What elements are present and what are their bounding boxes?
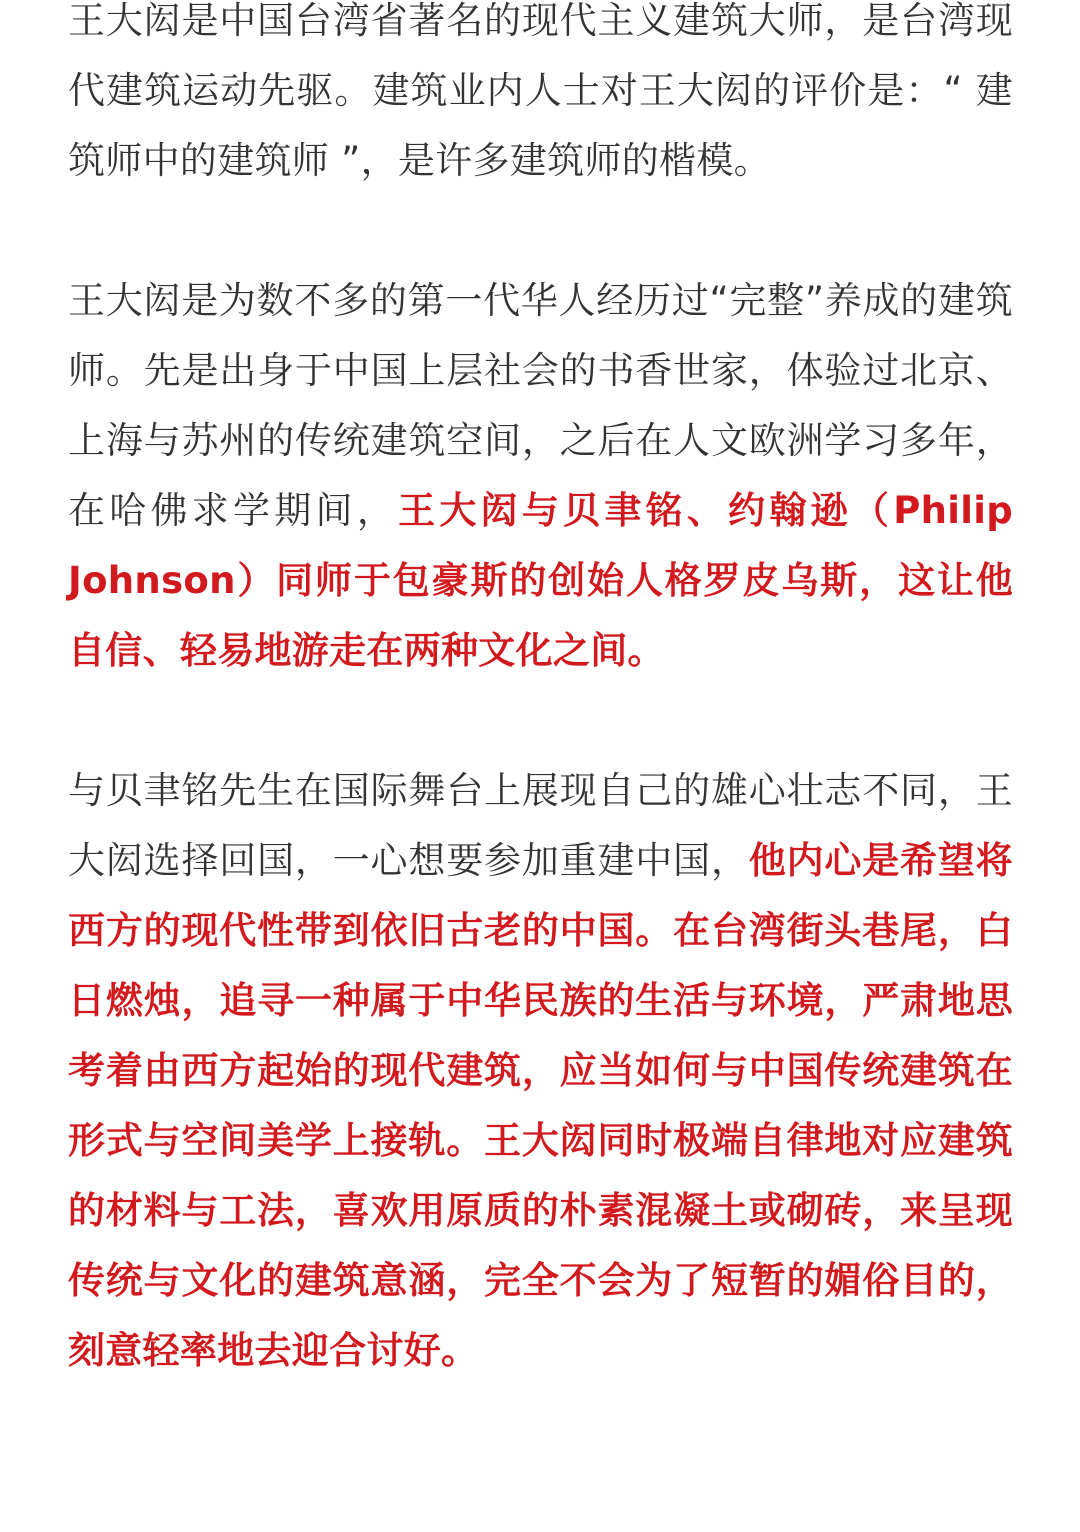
article-body	[68, 0, 1013, 1386]
paragraph-3-highlight: 他内心是希望将西方的现代性带到依旧古老的中国。在台湾街头巷尾，白日燃烛，追寻一种属于中华民族的生活与环境，严肃地思考着由西方起始的现代建筑，应当如何与中国传统建筑在形式与空间美学上接轨。王大闳同时极端自律地对应建筑的材料与工法，喜欢用原质的朴素混凝土或砌砖，来呈现传统与文化的建筑意涵，完全不会为了短暂的媚俗目的，刻意轻率地去迎合讨好。	[68, 839, 1013, 1372]
paragraph-2-highlight: 王大闳与贝聿铭、约翰逊（Philip Johnson）同师于包豪斯的创始人格罗皮乌斯，这让他自信、轻易地游走在两种文化之间。	[68, 489, 1013, 672]
paragraph-2	[68, 266, 1013, 686]
paragraph-3-text: 与贝聿铭先生在国际舞台上展现自己的雄心壮志不同，王大闳选择回国，一心想要参加重建中国，	[68, 769, 1013, 882]
paragraph-2-text: 王大闳是为数不多的第一代华人经历过“完整”养成的建筑师。先是出身于中国上层社会的书香世家，体验过北京、上海与苏州的传统建筑空间，之后在人文欧洲学习多年，在哈佛求学期间，	[68, 279, 1013, 532]
paragraph-1-text: 王大闳是中国台湾省著名的现代主义建筑大师，是台湾现代建筑运动先驱。建筑业内人士对王大闳的评价是：“ 建筑师中的建筑师 ”，是许多建筑师的楷模。	[68, 0, 1013, 182]
paragraph-3	[68, 756, 1013, 1386]
paragraph-1	[68, 0, 1013, 196]
